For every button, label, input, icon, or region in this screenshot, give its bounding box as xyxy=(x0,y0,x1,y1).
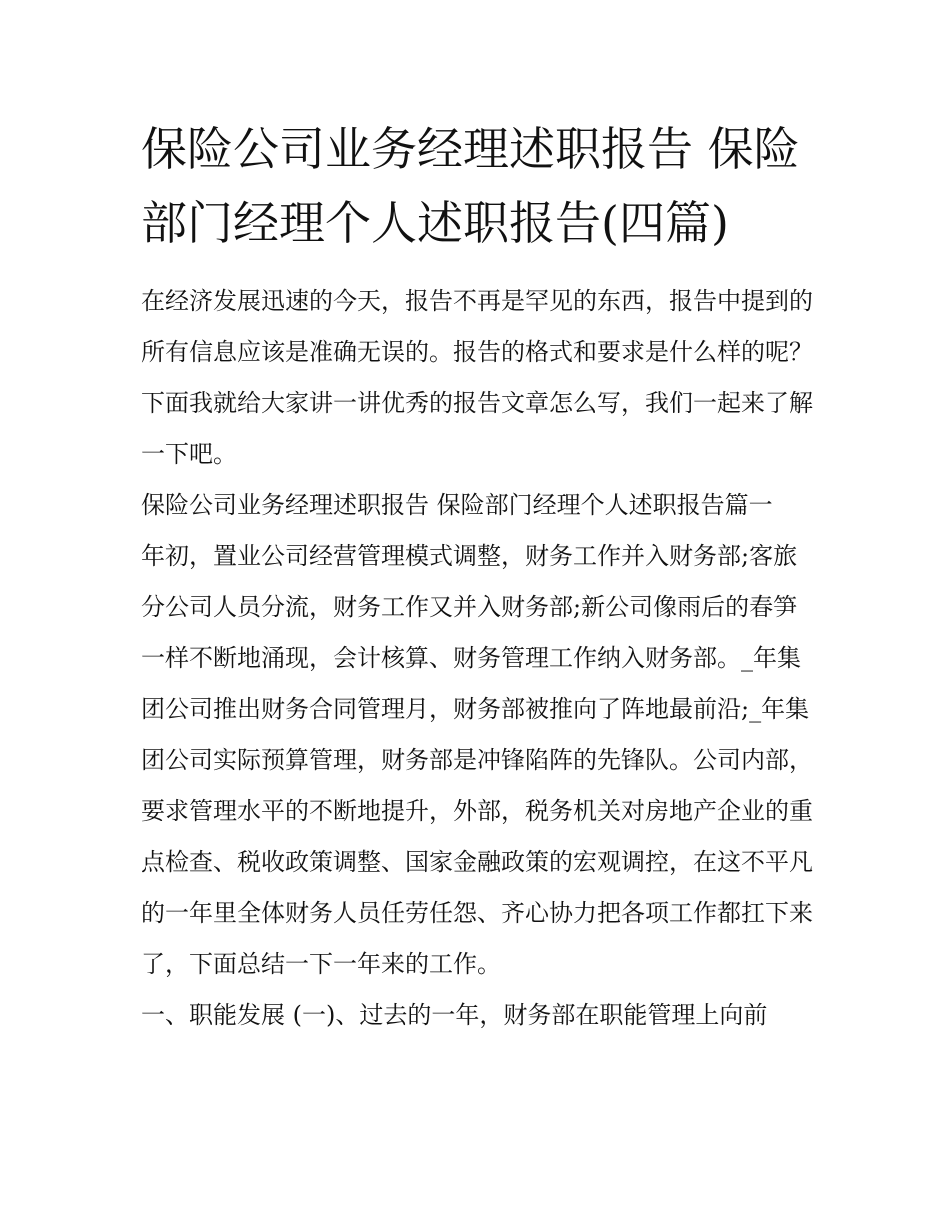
body-paragraph: 年初，置业公司经营管理模式调整，财务工作并入财务部;客旅分公司人员分流，财务工作又并入财务部;新公司像雨后的春笋一样不断地涌现，会计核算、财务管理工作纳入财务部。_年集团公司推出财务合同管理月，财务部被推向了阵地最前沿;_年集团公司实际预算管理，财务部是冲锋陷阵的先锋队。公司内部，要求管理水平的不断地提升，外部，税务机关对房地产企业的重点检查、税收政策调整、国家金融政策的宏观调控，在这不平凡的一年里全体财务人员任劳任怨、齐心协力把各项工作都扛下来了，下面总结一下一年来的工作。 xyxy=(141,542,813,978)
body-paragraph-continued: 一、职能发展 (一)、过去的一年，财务部在职能管理上向前 xyxy=(141,1001,768,1029)
document-title: 保险公司业务经理述职报告 保险部门经理个人述职报告(四篇) xyxy=(141,122,800,250)
section-heading: 保险公司业务经理述职报告 保险部门经理个人述职报告篇一 xyxy=(141,491,773,519)
intro-paragraph: 在经济发展迅速的今天，报告不再是罕见的东西，报告中提到的所有信息应该是准确无误的。报告的格式和要求是什么样的呢？下面我就给大家讲一讲优秀的报告文章怎么写，我们一起来了解一下吧。 xyxy=(141,287,813,468)
document-body xyxy=(141,112,813,1041)
